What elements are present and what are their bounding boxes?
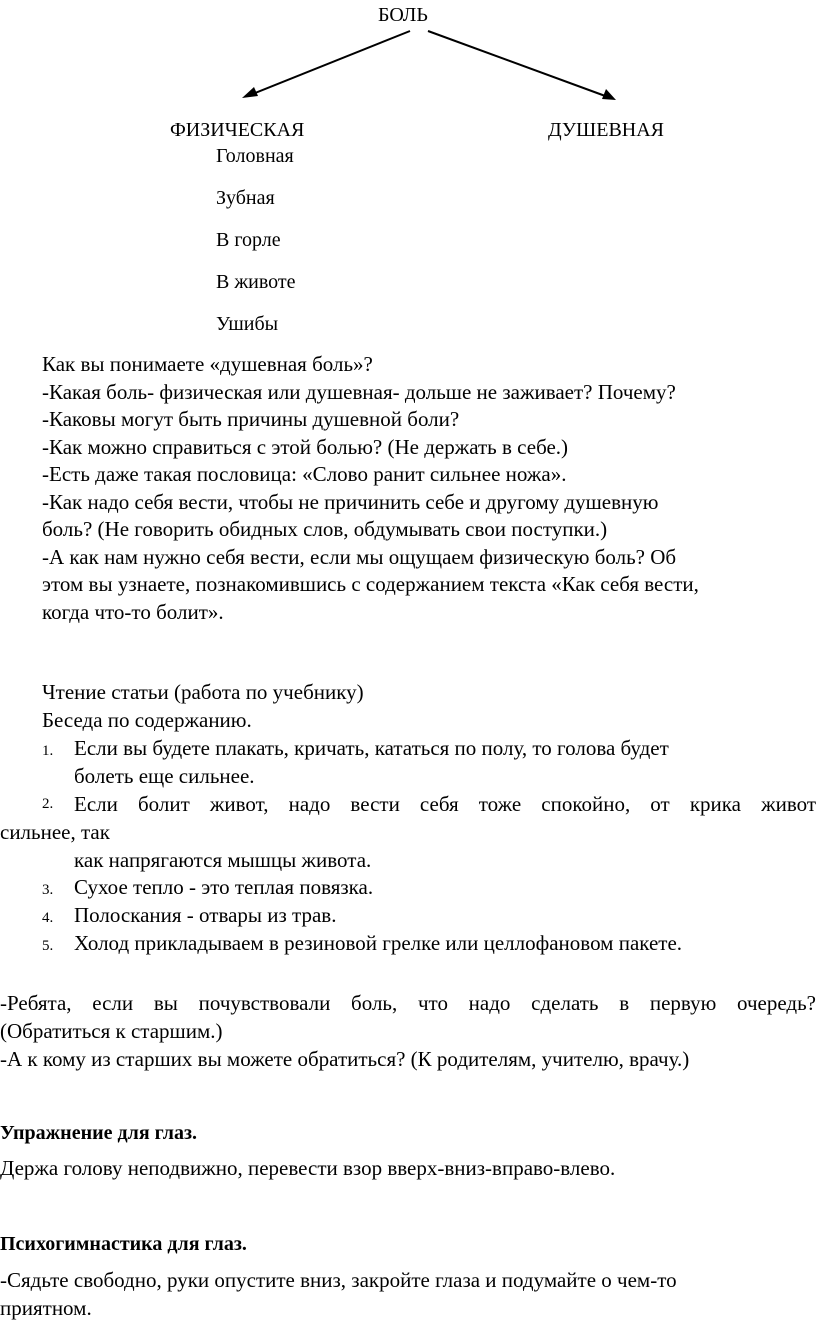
physical-item: В горле	[216, 229, 281, 251]
list-item-1	[42, 734, 669, 765]
list-number: 5.	[42, 938, 54, 954]
physical-item: В животе	[216, 271, 296, 293]
question-line: -А как нам нужно себя вести, если мы ощущаем физическую боль? Об	[42, 544, 677, 569]
psycho-title	[0, 1231, 247, 1257]
list-item-2-cont: сильнее, так	[0, 820, 110, 844]
list-item-4	[42, 901, 336, 932]
question-line: -Как надо себя вести, чтобы не причинить себе и другому душевную	[42, 489, 659, 514]
exercise-title	[0, 1120, 197, 1146]
diagram-arrows	[0, 0, 816, 120]
list-number: 1.	[42, 743, 54, 759]
list-text: Сухое тепло - это теплая повязка.	[74, 875, 374, 899]
arrowhead-right	[602, 89, 616, 100]
dialog-line: -А к кому из старших вы можете обратиться? (К родителям, учителю, врачу.)	[0, 1047, 690, 1071]
list-item-3	[42, 873, 373, 904]
physical-item: Зубная	[216, 187, 275, 209]
dialog-line: (Обратиться к старшим.)	[0, 1019, 223, 1043]
exercise-title-text: Упражнение для глаз.	[0, 1122, 197, 1144]
reading-line: Чтение статьи (работа по учебнику)	[42, 680, 364, 704]
reading-line: Беседа по содержанию.	[42, 707, 252, 732]
list-text: Полоскания - отвары из трав.	[74, 903, 337, 927]
questions-block	[42, 351, 699, 626]
question-line: когда что-то болит».	[42, 599, 224, 624]
list-item-2-cont: как напрягаются мышцы живота.	[74, 848, 372, 872]
psycho-line: -Сядьте свободно, руки опустите вниз, закройте глаза и подумайте о чем-то	[0, 1268, 677, 1292]
arrow-right	[428, 31, 608, 97]
diagram-left-label: ФИЗИЧЕСКАЯ	[170, 119, 305, 141]
arrowhead-left	[242, 87, 258, 98]
list-text: Холод прикладываем в резиновой грелке или целлофановом пакете.	[74, 931, 683, 955]
arrow-left	[250, 31, 410, 95]
reading-block	[42, 679, 364, 734]
physical-item: Головная	[216, 145, 294, 167]
question-line: Как вы понимаете «душевная боль»?	[42, 352, 373, 376]
question-line: этом вы узнаете, познакомившись с содержанием текста «Как себя вести,	[42, 572, 699, 596]
exercise-text: Держа голову неподвижно, перевести взор вверх-вниз-вправо-влево.	[0, 1156, 616, 1180]
list-number: 2.	[42, 796, 54, 812]
list-text: Если вы будете плакать, кричать, кататься по полу, то голова будет	[74, 736, 669, 760]
list-item-5	[42, 929, 682, 960]
question-line: -Какая боль- физическая или душевная- дольше не заживает? Почему?	[42, 379, 676, 404]
list-number: 4.	[42, 910, 54, 926]
list-number: 3.	[42, 882, 54, 898]
dialog-line-1-wrap	[0, 989, 816, 1017]
diagram-root: БОЛЬ	[378, 4, 428, 26]
question-line: -Как можно справиться с этой болью? (Не держать в себе.)	[42, 434, 569, 459]
question-line: боль? (Не говорить обидных слов, обдумывать свои поступки.)	[42, 517, 608, 541]
question-line: -Каковы могут быть причины душевной боли?	[42, 407, 460, 431]
psycho-title-text: Психогимнастика для глаз.	[0, 1233, 247, 1255]
list-item-2	[42, 790, 816, 818]
list-item-1-cont: болеть еще сильнее.	[74, 764, 255, 788]
psycho-line: приятном.	[0, 1296, 92, 1320]
diagram-right-label: ДУШЕВНАЯ	[548, 119, 665, 141]
physical-item: Ушибы	[216, 313, 279, 335]
dialog-line: -Ребята, если вы почувствовали боль, что надо сделать в первую очередь?	[0, 991, 816, 1015]
list-text: Если болит живот, надо вести себя тоже спокойно, от крика живот	[74, 792, 816, 816]
question-line: -Есть даже такая пословица: «Слово ранит сильнее ножа».	[42, 462, 567, 486]
